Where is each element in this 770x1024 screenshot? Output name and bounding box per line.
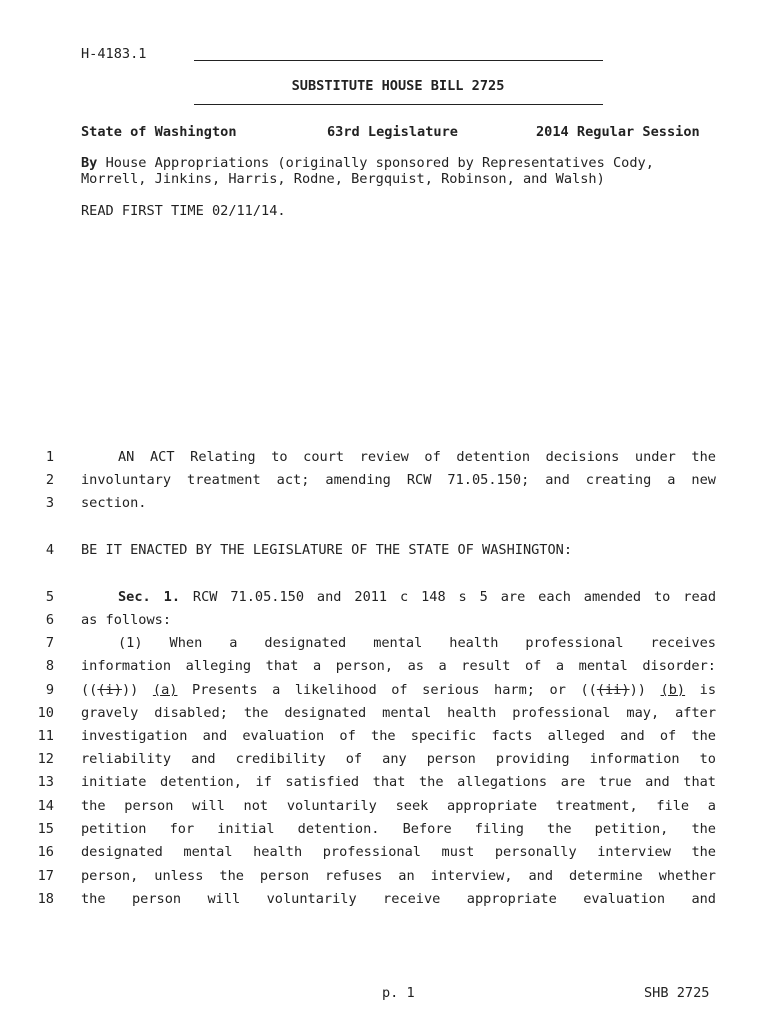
enacting-clause: BE IT ENACTED BY THE LEGISLATURE OF THE STATE OF WASHINGTON:	[81, 542, 573, 558]
body-line: designated mental health professional must personally interview the	[81, 844, 716, 860]
body-line: involuntary treatment act; amending RCW 71.05.150; and creating a new	[81, 472, 716, 488]
body-text: Presents a likelihood of serious harm; or ((	[192, 682, 597, 698]
page-number: p. 1	[382, 985, 415, 1001]
deleted-text: (i)	[97, 682, 122, 698]
deleted-text: (ii)	[596, 682, 630, 698]
line-number: 4	[45, 542, 54, 558]
read-first-time: READ FIRST TIME 02/11/14.	[81, 203, 286, 219]
body-line: AN ACT Relating to court review of detention decisions under the	[118, 449, 716, 465]
line-number: 10	[37, 705, 54, 721]
inserted-text: (a)	[152, 682, 178, 698]
body-line: the person will voluntarily receive appropriate evaluation and	[81, 891, 716, 907]
line-number: 12	[37, 751, 54, 767]
line-number: 11	[37, 728, 54, 744]
footer-bill-id: SHB 2725	[644, 985, 710, 1001]
line-number: 1	[45, 449, 54, 465]
body-text: ))	[121, 682, 139, 698]
body-line: information alleging that a person, as a result of a mental disorder:	[81, 658, 716, 674]
sponsor-line-2: Morrell, Jinkins, Harris, Rodne, Bergquist, Robinson, and Walsh)	[81, 171, 605, 187]
body-line: investigation and evaluation of the specific facts alleged and of the	[81, 728, 716, 744]
body-line: petition for initial detention. Before filing the petition, the	[81, 821, 716, 837]
header-rule-top	[194, 60, 603, 61]
line-number: 7	[45, 635, 54, 651]
line-number: 5	[45, 589, 54, 605]
document-id: H-4183.1	[81, 46, 147, 62]
amendment-line	[81, 682, 716, 698]
sponsor-line-1	[81, 155, 654, 171]
sponsor-text-1: House Appropriations (originally sponsored by Representatives Cody,	[105, 155, 654, 171]
header-rule-bottom	[194, 104, 603, 105]
body-line: section.	[81, 495, 147, 511]
body-text: ((	[81, 682, 98, 698]
line-number: 14	[37, 798, 54, 814]
line-number: 13	[37, 774, 54, 790]
section-text: RCW 71.05.150 and 2011 c 148 s 5 are each amended to read	[192, 589, 717, 605]
body-text: is	[699, 682, 717, 698]
line-number: 3	[45, 495, 54, 511]
body-line: person, unless the person refuses an interview, and determine whether	[81, 868, 716, 884]
body-line: gravely disabled; the designated mental health professional may, after	[81, 705, 716, 721]
body-text: ))	[629, 682, 646, 698]
body-line: the person will not voluntarily seek appropriate treatment, file a	[81, 798, 716, 814]
section-heading-line	[81, 589, 716, 605]
line-number: 18	[37, 891, 54, 907]
body-line: initiate detention, if satisfied that the allegations are true and that	[81, 774, 716, 790]
inserted-text: (b)	[660, 682, 686, 698]
state-label: State of Washington	[81, 124, 237, 140]
line-number: 16	[37, 844, 54, 860]
body-line: reliability and credibility of any person providing information to	[81, 751, 716, 767]
section-label: Sec. 1.	[118, 589, 181, 605]
line-number: 6	[45, 612, 54, 628]
bill-title: SUBSTITUTE HOUSE BILL 2725	[291, 78, 505, 94]
line-number: 17	[37, 868, 54, 884]
sponsor-by-label: By	[81, 155, 98, 171]
session-label: 2014 Regular Session	[536, 124, 700, 140]
line-number: 9	[45, 682, 54, 698]
line-number: 15	[37, 821, 54, 837]
legislature-label: 63rd Legislature	[327, 124, 458, 140]
line-number: 2	[45, 472, 54, 488]
line-number: 8	[45, 658, 54, 674]
body-line: as follows:	[81, 612, 172, 628]
body-line: (1) When a designated mental health professional receives	[118, 635, 716, 651]
